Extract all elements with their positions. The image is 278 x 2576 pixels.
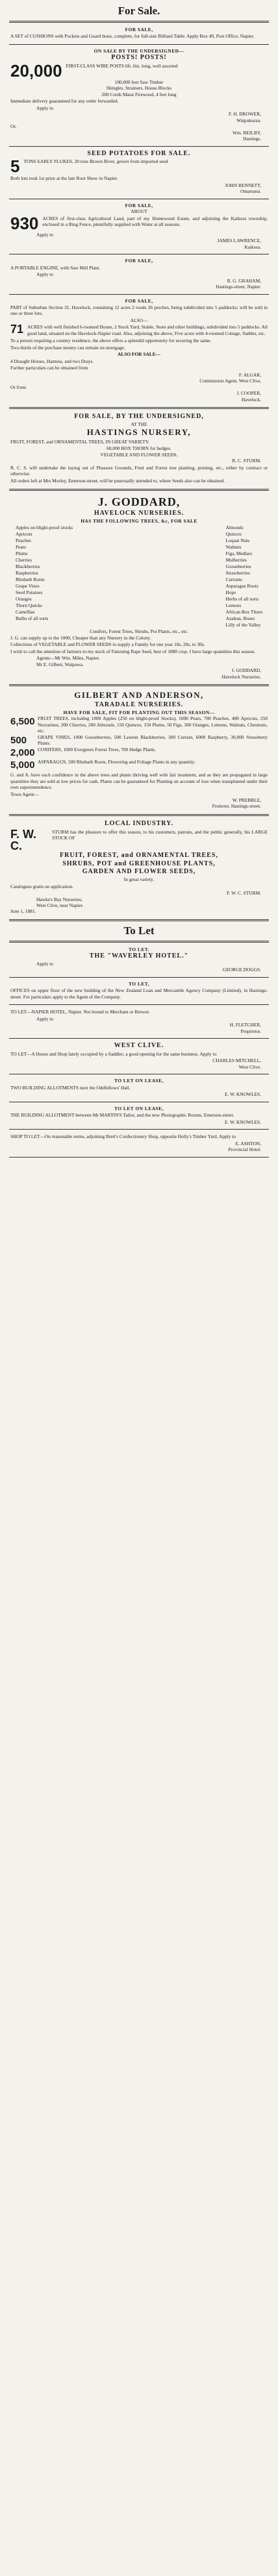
ad-paragraph: ACRES with well finished 6-roomed House, 2 Stock Yard, Stable, Store and other buildings, subdivided into 5 paddocks. All good land, situated on the Havelock-Napier road. Also, adjoining the above, Five acres with 4-roomed Cottage, Stables, etc. xyxy=(27,324,268,336)
let-west-clive xyxy=(9,1041,269,1072)
ad-signature-place: Commission Agent, West Clive, xyxy=(199,378,261,384)
tree-row xyxy=(10,734,268,747)
ad-signature-place: Omarunui. xyxy=(240,188,261,195)
ad-apply: Apply to xyxy=(36,960,54,967)
ad-signature-name: F. ALGAR, xyxy=(238,371,261,378)
ad-body: TO LET—NAPIER HOTEL, Napier. Not bound to Merchant or Brewer. xyxy=(10,1009,150,1015)
ad-title: FOR SALE, xyxy=(125,297,153,304)
ad-paragraph: Hawke's Bay Nurseries, xyxy=(36,896,82,902)
ad-agricultural-land xyxy=(9,201,269,252)
ad-title: FOR SALE, BY THE UNDERSIGNED, xyxy=(74,413,204,421)
divider xyxy=(9,1129,269,1130)
list-item: Grape Vines xyxy=(16,582,40,589)
ad-big-number: 71 xyxy=(10,323,24,336)
divider xyxy=(9,44,269,45)
list-item: Peaches xyxy=(16,537,31,543)
list-item: Azaleas, Roses xyxy=(225,615,255,621)
tree-row xyxy=(10,759,268,771)
tree-qty: 2,000 xyxy=(10,747,35,758)
divider xyxy=(9,407,269,409)
list-item: Lemons xyxy=(225,602,242,608)
ad-headline-row xyxy=(10,215,268,232)
ad-paragraph: 4 Draught Horses, Harness, and two Drays. xyxy=(10,358,94,364)
ad-signature-place: Fruiterer, Hastings-street. xyxy=(212,803,261,810)
ad-paragraph: G. and A. have each confidence in the above trees and plants thriving well with fair treatment, and as they are propagated in large quantities they are sold at low prices for cash. Plants can be guaranteed for Planting on account of loss when transplanted under their own superintendence. xyxy=(10,772,268,791)
list-item: Rhubarb Roots xyxy=(16,576,45,582)
list-item: Plums xyxy=(16,550,28,556)
for-sale-heading: For Sale. xyxy=(118,5,160,17)
ad-line: GARDEN AND FLOWER SEEDS, xyxy=(82,868,196,876)
ad-havelock-section xyxy=(9,297,269,405)
list-item: Bulbs of all sorts xyxy=(16,615,49,621)
ad-paragraph: Further particulars can be obtained from xyxy=(10,365,88,371)
ad-title: TO LET ON LEASE, xyxy=(114,1105,164,1111)
ad-billiard-cushions xyxy=(9,25,269,42)
ad-signature-place: Proprietor. xyxy=(240,1028,261,1034)
let-waverley-hotel xyxy=(9,945,269,975)
divider xyxy=(9,1157,269,1158)
let-allotment-emerson xyxy=(9,1104,269,1127)
ad-apply: Apply to xyxy=(36,231,54,238)
ad-signature-name: E. ASHTON, xyxy=(235,1140,261,1146)
ad-body: A PORTABLE ENGINE, with Saw Mill Plant. xyxy=(10,264,101,271)
tree-qty: 6,500 xyxy=(10,716,35,728)
tree-list-left xyxy=(16,525,73,628)
ad-title: TO LET. xyxy=(129,946,149,952)
ad-or: Or, xyxy=(10,123,17,130)
ad-paragraph: STURM has the pleasure to offer this season, to his customers, patrons, and the public generally, his LARGE STOCK OF xyxy=(52,828,268,841)
tree-list xyxy=(10,525,268,628)
ad-title: J. GODDARD, xyxy=(97,495,181,509)
ad-wire-posts xyxy=(9,47,269,144)
ad-title: TO LET, xyxy=(129,980,149,987)
ad-or-from: Or from xyxy=(10,384,27,390)
ad-paragraph: PART of Suburban Section 31, Havelock, containing 12 acres 2 roods 26 perches, being subdivided into 5 paddocks; will be sold in one or three lots. xyxy=(10,304,268,317)
ad-subtitle: POSTS! POSTS! xyxy=(111,54,167,62)
list-item: Raspberries xyxy=(16,569,38,576)
ad-paragraph: All orders left at Mrs Morley, Emerson-street, will be punctually attended to, where Seeds also can be obtained. xyxy=(10,477,225,484)
ad-signature-name: W. PREBBLE, xyxy=(232,797,261,803)
ad-also: ALSO— xyxy=(130,317,148,323)
divider xyxy=(9,684,269,686)
ad-body: THE "WAVERLEY HOTEL." xyxy=(89,952,189,960)
ad-sub: AT THE xyxy=(131,421,147,427)
ad-headline-row xyxy=(10,62,268,79)
ad-signature-name: E. W. KNOWLES. xyxy=(224,1091,261,1098)
ad-line: In great variety. xyxy=(123,876,155,883)
ad-line: 100,000 feet Saw Timber xyxy=(114,79,164,85)
ad-signature-name: JAMES LAWRENCE, xyxy=(217,238,261,244)
ad-paragraph: 60,000 BOX THORN for hedges. xyxy=(107,445,171,452)
ad-hastings-nursery xyxy=(9,412,269,486)
ad-body: ACRES of first-class Agricultural Land, part of my Homewood Estate, and adjoining the Kaikora township, enclosed in a Ring Fence, plentifully supplied with Water at all seasons. xyxy=(42,215,268,228)
divider xyxy=(9,146,269,147)
ad-paragraph: FRUIT, FOREST, and ORNAMENTAL TREES, IN GREAT VARIETY. xyxy=(10,438,149,445)
ad-line: SHRUBS, POT and GREENHOUSE PLANTS, xyxy=(62,860,216,867)
ad-has: HAS THE FOLLOWING TREES, &c, FOR SALE xyxy=(81,518,197,525)
ad-signature-place: Havelock. xyxy=(241,396,261,402)
to-let-heading: To Let xyxy=(123,924,155,937)
ad-title: FOR SALE, xyxy=(125,258,153,264)
ad-signature-name: J. COOPER, xyxy=(236,390,261,397)
list-item: Walnuts xyxy=(225,543,242,550)
ad-signature-name: F. W. C. STURM. xyxy=(226,890,261,897)
ad-title: SEED POTATOES FOR SALE. xyxy=(87,149,191,157)
ad-signature-place: Havelock Nurseries. xyxy=(221,673,261,680)
tree-qty: 5,000 xyxy=(10,759,35,771)
list-item: Blackberries xyxy=(16,563,40,569)
list-item: Asparagus Roots xyxy=(225,582,259,589)
tree-list-right xyxy=(225,525,262,628)
ad-paragraph: R. C. S. will undertake the laying out of Pleasure Grounds, Fruit and Forest tree planting, pruning, etc., either by contract or otherwise. xyxy=(10,464,268,477)
list-item: Thorn Quicks xyxy=(16,602,42,608)
tree-desc: CONIFERS, 1000 Evergreen Forest Trees, 700 Hedge Plants. xyxy=(38,746,157,752)
let-offices xyxy=(9,980,269,1002)
ad-signature-name: CHARLES MITCHELL, xyxy=(212,1058,261,1064)
list-item: Cherries xyxy=(16,556,32,563)
divider xyxy=(9,489,269,491)
ad-signature-place: Hastings-street, Napier. xyxy=(216,284,261,290)
ad-body: THE BUILDING ALLOTMENT between Mr MARTIN'S Tailor, and the new Photographic Rooms, Emerson-street. xyxy=(10,1112,234,1119)
ad-date: June 1, 1881. xyxy=(10,908,36,915)
divider xyxy=(9,919,269,921)
ad-portable-engine xyxy=(9,256,269,291)
list-item: African Box Thorn xyxy=(225,608,262,615)
list-item: Herbs of all sorts xyxy=(225,595,259,602)
let-allotments-oddfellows xyxy=(9,1076,269,1099)
ad-signature-name: F. H. DROWER, xyxy=(228,111,261,118)
ad-line: Immediate delivery guaranteed for any order forwarded. xyxy=(10,98,119,105)
ad-title: WEST CLIVE. xyxy=(114,1042,164,1050)
list-item: Currants xyxy=(225,576,242,582)
list-item: Figs, Medlars xyxy=(225,550,253,556)
ad-body: TWO BUILDING ALLOTMENTS next the Oddfellows' Hall. xyxy=(10,1084,131,1091)
tree-desc: FRUIT TREES, including 1000 Apples (250 on blight-proof Stocks), 1000 Pears, 700 Peaches, 400 Apricots, 250 Nectarines, 200 Cherries, 200 Almonds, 150 Quinces, 150 Plums, 50 Figs, 300 Oranges, Lemons, Walnuts, Chestnuts, etc. xyxy=(38,715,268,734)
divider xyxy=(9,21,269,23)
ad-headline-row xyxy=(10,158,268,175)
divider xyxy=(9,977,269,978)
divider xyxy=(9,1038,269,1039)
let-shop xyxy=(9,1132,269,1154)
ad-paragraph: Collections of VEGETABLE and FLOWER SEEDS to supply a Family for one year 10s, 20s, to 30s. xyxy=(10,641,205,648)
ad-seed-potatoes xyxy=(9,149,269,197)
ad-signature-place: Provincial Hotel. xyxy=(228,1146,261,1153)
ad-signature-place: Hastings. xyxy=(243,136,261,142)
ad-signature-place: Kaikora. xyxy=(244,243,261,250)
ad-line: FIRST-CLASS WIRE POSTS 6ft. 6in. long, well assorted xyxy=(66,62,178,69)
ad-paragraph: West Clive, near Napier. xyxy=(36,902,84,908)
ad-title: TO LET ON LEASE, xyxy=(114,1078,164,1084)
ad-local-industry xyxy=(9,819,269,917)
ad-signature-name: GEORGE DOGGS. xyxy=(222,967,261,973)
list-item: Strawberries xyxy=(225,569,250,576)
list-item: Mulberries xyxy=(225,556,247,563)
ad-title: FOR SALE, xyxy=(125,202,153,208)
ad-signature-name: R. G. GRAHAM, xyxy=(227,277,261,284)
ad-line: Both lots took 1st prize at the late Root Show in Napier. xyxy=(10,175,118,182)
list-item: Loquat Nuts xyxy=(225,537,250,543)
ad-big-number: 20,000 xyxy=(10,60,62,80)
ad-body: SHOP TO LET—On reasonable terms, adjoining Brett's Confectionery Shop, opposite Holly's Timber Yard. Apply to xyxy=(10,1133,236,1140)
ad-line: TONS EARLY FLUKES, 20 tons Brown River, grown from imported seed xyxy=(23,158,168,165)
tree-desc: GRAPE VINES, 1000 Gooseberries, 500 Lawton Blackberries, 300 Currant, 6000 Raspberry, 30,000 Strawberry Plants. xyxy=(38,734,268,747)
ad-apply: Apply to xyxy=(36,1015,54,1022)
ad-body: A SET of CUSHIONS with Pockets and Guard brass, complete, for full-size Billiard Table. Apply Box 49, Post Office, Napier. xyxy=(10,33,255,40)
ad-big-number: 930 xyxy=(10,213,39,233)
ad-title: LOCAL INDUSTRY. xyxy=(105,819,173,827)
ad-paragraph: Conifers, Forest Trees, Shrubs, Pot Plants, etc., etc. xyxy=(90,628,188,634)
ad-line: FRUIT, FOREST, and ORNAMENTAL TREES, xyxy=(60,851,218,859)
ad-paragraph: Catalogues gratis on application. xyxy=(10,883,73,889)
list-item: Apricots xyxy=(16,530,32,537)
ad-havelock-nurseries xyxy=(9,493,269,682)
ad-signature-name: R. C. STURM. xyxy=(232,458,261,464)
ad-paragraph: I wish to call the attention of farmers to my stock of Fattening Rape Seed, best of 1880 crop. I have large quantities this season. xyxy=(10,648,255,654)
list-item: Oranges xyxy=(16,595,32,602)
ad-signature-name: H. FLETCHER, xyxy=(229,1022,261,1028)
ad-headline-row xyxy=(10,323,268,337)
ad-title: FOR SALE, xyxy=(125,26,153,32)
list-item: Apples on blight-proof stocks xyxy=(16,525,73,530)
ad-signature-name: Wm. BEILBY, xyxy=(233,129,261,136)
list-item: Gooseberries xyxy=(225,563,251,569)
newspaper-column xyxy=(9,0,269,1158)
ad-taradale-nurseries xyxy=(9,689,269,811)
ad-initials: F. W. C. xyxy=(10,827,36,852)
ad-paragraph: Two-thirds of the purchase money can remain on mortgage. xyxy=(10,344,125,351)
let-napier-hotel xyxy=(9,1007,269,1036)
list-item: Pears xyxy=(16,543,27,550)
list-item: Camellias xyxy=(16,608,35,615)
ad-paragraph: To a person requiring a country residence, the above offers a splendid opportunity for securing the same. xyxy=(10,338,212,344)
ad-also-sale: ALSO FOR SALE— xyxy=(117,351,161,358)
ad-paragraph: Mr E. Gilbert, Waipawa. xyxy=(36,661,84,667)
ad-nursery-name: HASTINGS NURSERY, xyxy=(86,427,192,438)
tree-desc: ASPARAGUS, 500 Rhubarb Roots, Flowering and Foliage Plants in any quantity. xyxy=(38,758,196,765)
tree-row xyxy=(10,715,268,734)
ad-paragraph: Agents—Mr Wm. Miles, Napier. xyxy=(36,655,100,662)
ad-paragraph: VEGETABLE AND FLOWER SEEDS. xyxy=(100,451,178,458)
divider xyxy=(9,294,269,295)
ad-apply: Apply to xyxy=(36,105,54,111)
ad-apply: Apply to xyxy=(36,271,54,278)
ad-body: TO LET—A House and Shop lately occupied by a Saddler; a good opening for the same business. Apply to xyxy=(10,1050,217,1057)
ad-headline-row xyxy=(10,828,268,852)
ad-paragraph: J. G. can supply up to the 1000, Cheaper than any Nursery in the Colony. xyxy=(10,634,151,641)
list-item: Almonds xyxy=(225,525,244,530)
list-item: Lilly of the Valley xyxy=(225,621,261,628)
list-item: Quinces xyxy=(225,530,242,537)
ad-signature-place: West Clive. xyxy=(238,1063,261,1070)
divider xyxy=(9,814,269,816)
ad-have: HAVE FOR SALE, FIT FOR PLANTING OUT THIS SEASON— xyxy=(63,709,215,715)
ad-line: 200 Cords Matai Firewood, 4 feet long xyxy=(101,91,177,97)
ad-title: GILBERT AND ANDERSON, xyxy=(74,690,204,700)
ad-signature-name: J. GODDARD, xyxy=(231,667,261,674)
divider xyxy=(9,941,269,943)
list-item: Hops xyxy=(225,589,236,595)
ad-sub: HAVELOCK NURSERIES. xyxy=(94,510,184,517)
ad-line: Shingles, Strainers. House Blocks xyxy=(106,85,172,92)
list-item: Seed Potatoes xyxy=(16,589,43,595)
ad-agent: Town Agent— xyxy=(10,791,39,797)
ad-title: ON SALE BY THE UNDERSIGNED— xyxy=(94,47,184,54)
ad-about: ABOUT xyxy=(131,208,147,215)
ad-big-number: 5 xyxy=(10,156,20,177)
ad-signature-name: JOHN BENNETT, xyxy=(225,182,261,188)
ad-body: OFFICES on upper floor of the new building of the New Zealand Loan and Mercantile Agency Company (Limited), in Hastings-street. For particulars apply to the Agent of the Company. xyxy=(10,987,268,1000)
tree-qty: 500 xyxy=(10,734,27,746)
ad-sub: TARADALE NURSERIES. xyxy=(94,700,184,708)
ad-signature-name: E. W. KNOWLES. xyxy=(224,1119,261,1125)
ad-signature-place: Waipukurau. xyxy=(236,117,261,123)
divider xyxy=(9,1004,269,1005)
tree-row xyxy=(10,747,268,759)
